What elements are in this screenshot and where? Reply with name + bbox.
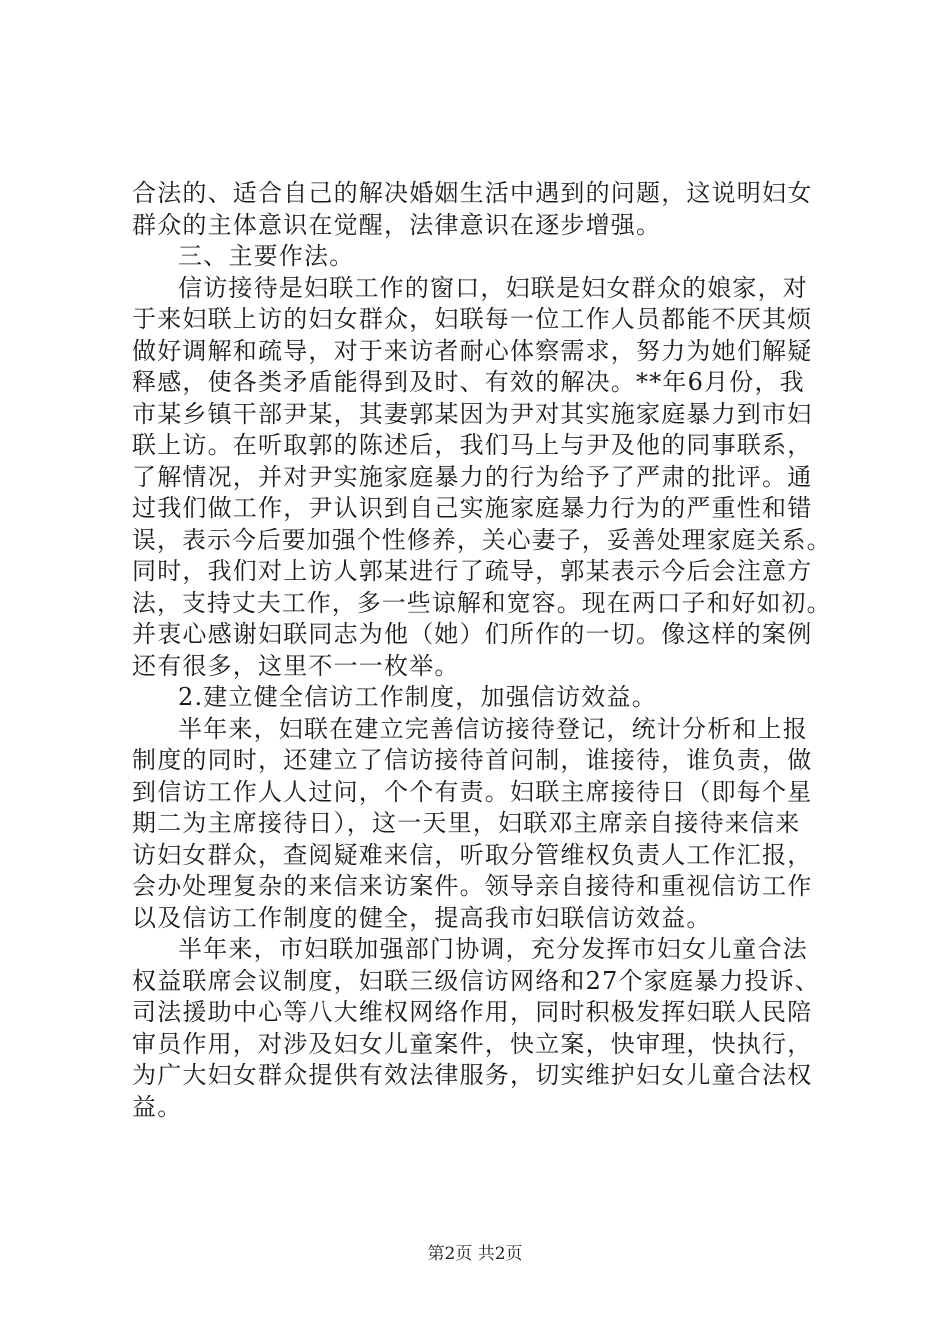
text-line: 了解情况，并对尹实施家庭暴力的行为给予了严肃的批评。通 (132, 462, 813, 491)
text-line: 司法援助中心等八大维权网络作用，同时积极发挥妇联人民陪 (132, 998, 813, 1026)
text-line: 还有很多，这里不一一枚举。 (132, 651, 460, 680)
text-line: 半年来，妇联在建立完善信访接待登记，统计分析和上报 (178, 714, 808, 743)
document-body (132, 178, 832, 1123)
text-line: 信访接待是妇联工作的窗口，妇联是妇女群众的娘家，对 (178, 273, 808, 302)
text-line: 联上访。在听取郭的陈述后，我们马上与尹及他的同事联系， (132, 431, 813, 459)
text-line: 为广大妇女群众提供有效法律服务，切实维护妇女儿童合法权 (132, 1061, 813, 1089)
text-line: 审员作用，对涉及妇女儿童案件，快立案，快审理，快执行， (132, 1029, 813, 1058)
text-line: 并衷心感谢妇联同志为他（她）们所作的一切。像这样的案例 (132, 620, 813, 648)
text-line: 误，表示今后要加强个性修养，关心妻子，妥善处理家庭关系。 (132, 525, 832, 554)
text-line: 制度的同时，还建立了信访接待首问制，谁接待，谁负责，做 (132, 746, 813, 774)
text-line: 到信访工作人人过问，个个有责。妇联主席接待日（即每个星 (132, 777, 813, 806)
text-line: 于来妇联上访的妇女群众，妇联每一位工作人员都能不厌其烦 (132, 305, 813, 333)
text-line: 益。 (132, 1092, 183, 1121)
text-line: 访妇女群众，查阅疑难来信，听取分管维权负责人工作汇报， (132, 840, 813, 869)
text-line: 做好调解和疏导，对于来访者耐心体察需求，努力为她们解疑 (132, 336, 813, 365)
subsection-heading: 2.建立健全信访工作制度，加强信访效益。 (178, 683, 657, 711)
text-line: 期二为主席接待日），这一天里，妇联邓主席亲自接待来信来 (132, 809, 801, 837)
text-line: 过我们做工作，尹认识到自己实施家庭暴力行为的严重性和错 (132, 494, 813, 522)
text-line: 释感，使各类矛盾能得到及时、有效的解决。**年6月份，我 (132, 368, 805, 396)
text-line: 法，支持丈夫工作，多一些谅解和宽容。现在两口子和好如初。 (132, 588, 832, 617)
text-line: 权益联席会议制度，妇联三级信访网络和27个家庭暴力投诉、 (132, 966, 821, 995)
text-line: 半年来，市妇联加强部门协调，充分发挥市妇女儿童合法 (178, 935, 808, 963)
section-heading: 三、主要作法。 (178, 242, 355, 270)
text-line: 市某乡镇干部尹某，其妻郭某因为尹对其实施家庭暴力到市妇 (132, 399, 813, 428)
text-line: 群众的主体意识在觉醒，法律意识在逐步增强。 (132, 210, 662, 239)
page-footer: 第2页 共2页 (427, 1244, 523, 1264)
text-line: 会办处理复杂的来信来访案件。领导亲自接待和重视信访工作 (132, 872, 813, 900)
text-line: 以及信访工作制度的健全，提高我市妇联信访效益。 (132, 903, 712, 932)
text-line: 同时，我们对上访人郭某进行了疏导，郭某表示今后会注意方 (132, 557, 813, 585)
text-line: 合法的、适合自己的解决婚姻生活中遇到的问题，这说明妇女 (132, 179, 813, 207)
